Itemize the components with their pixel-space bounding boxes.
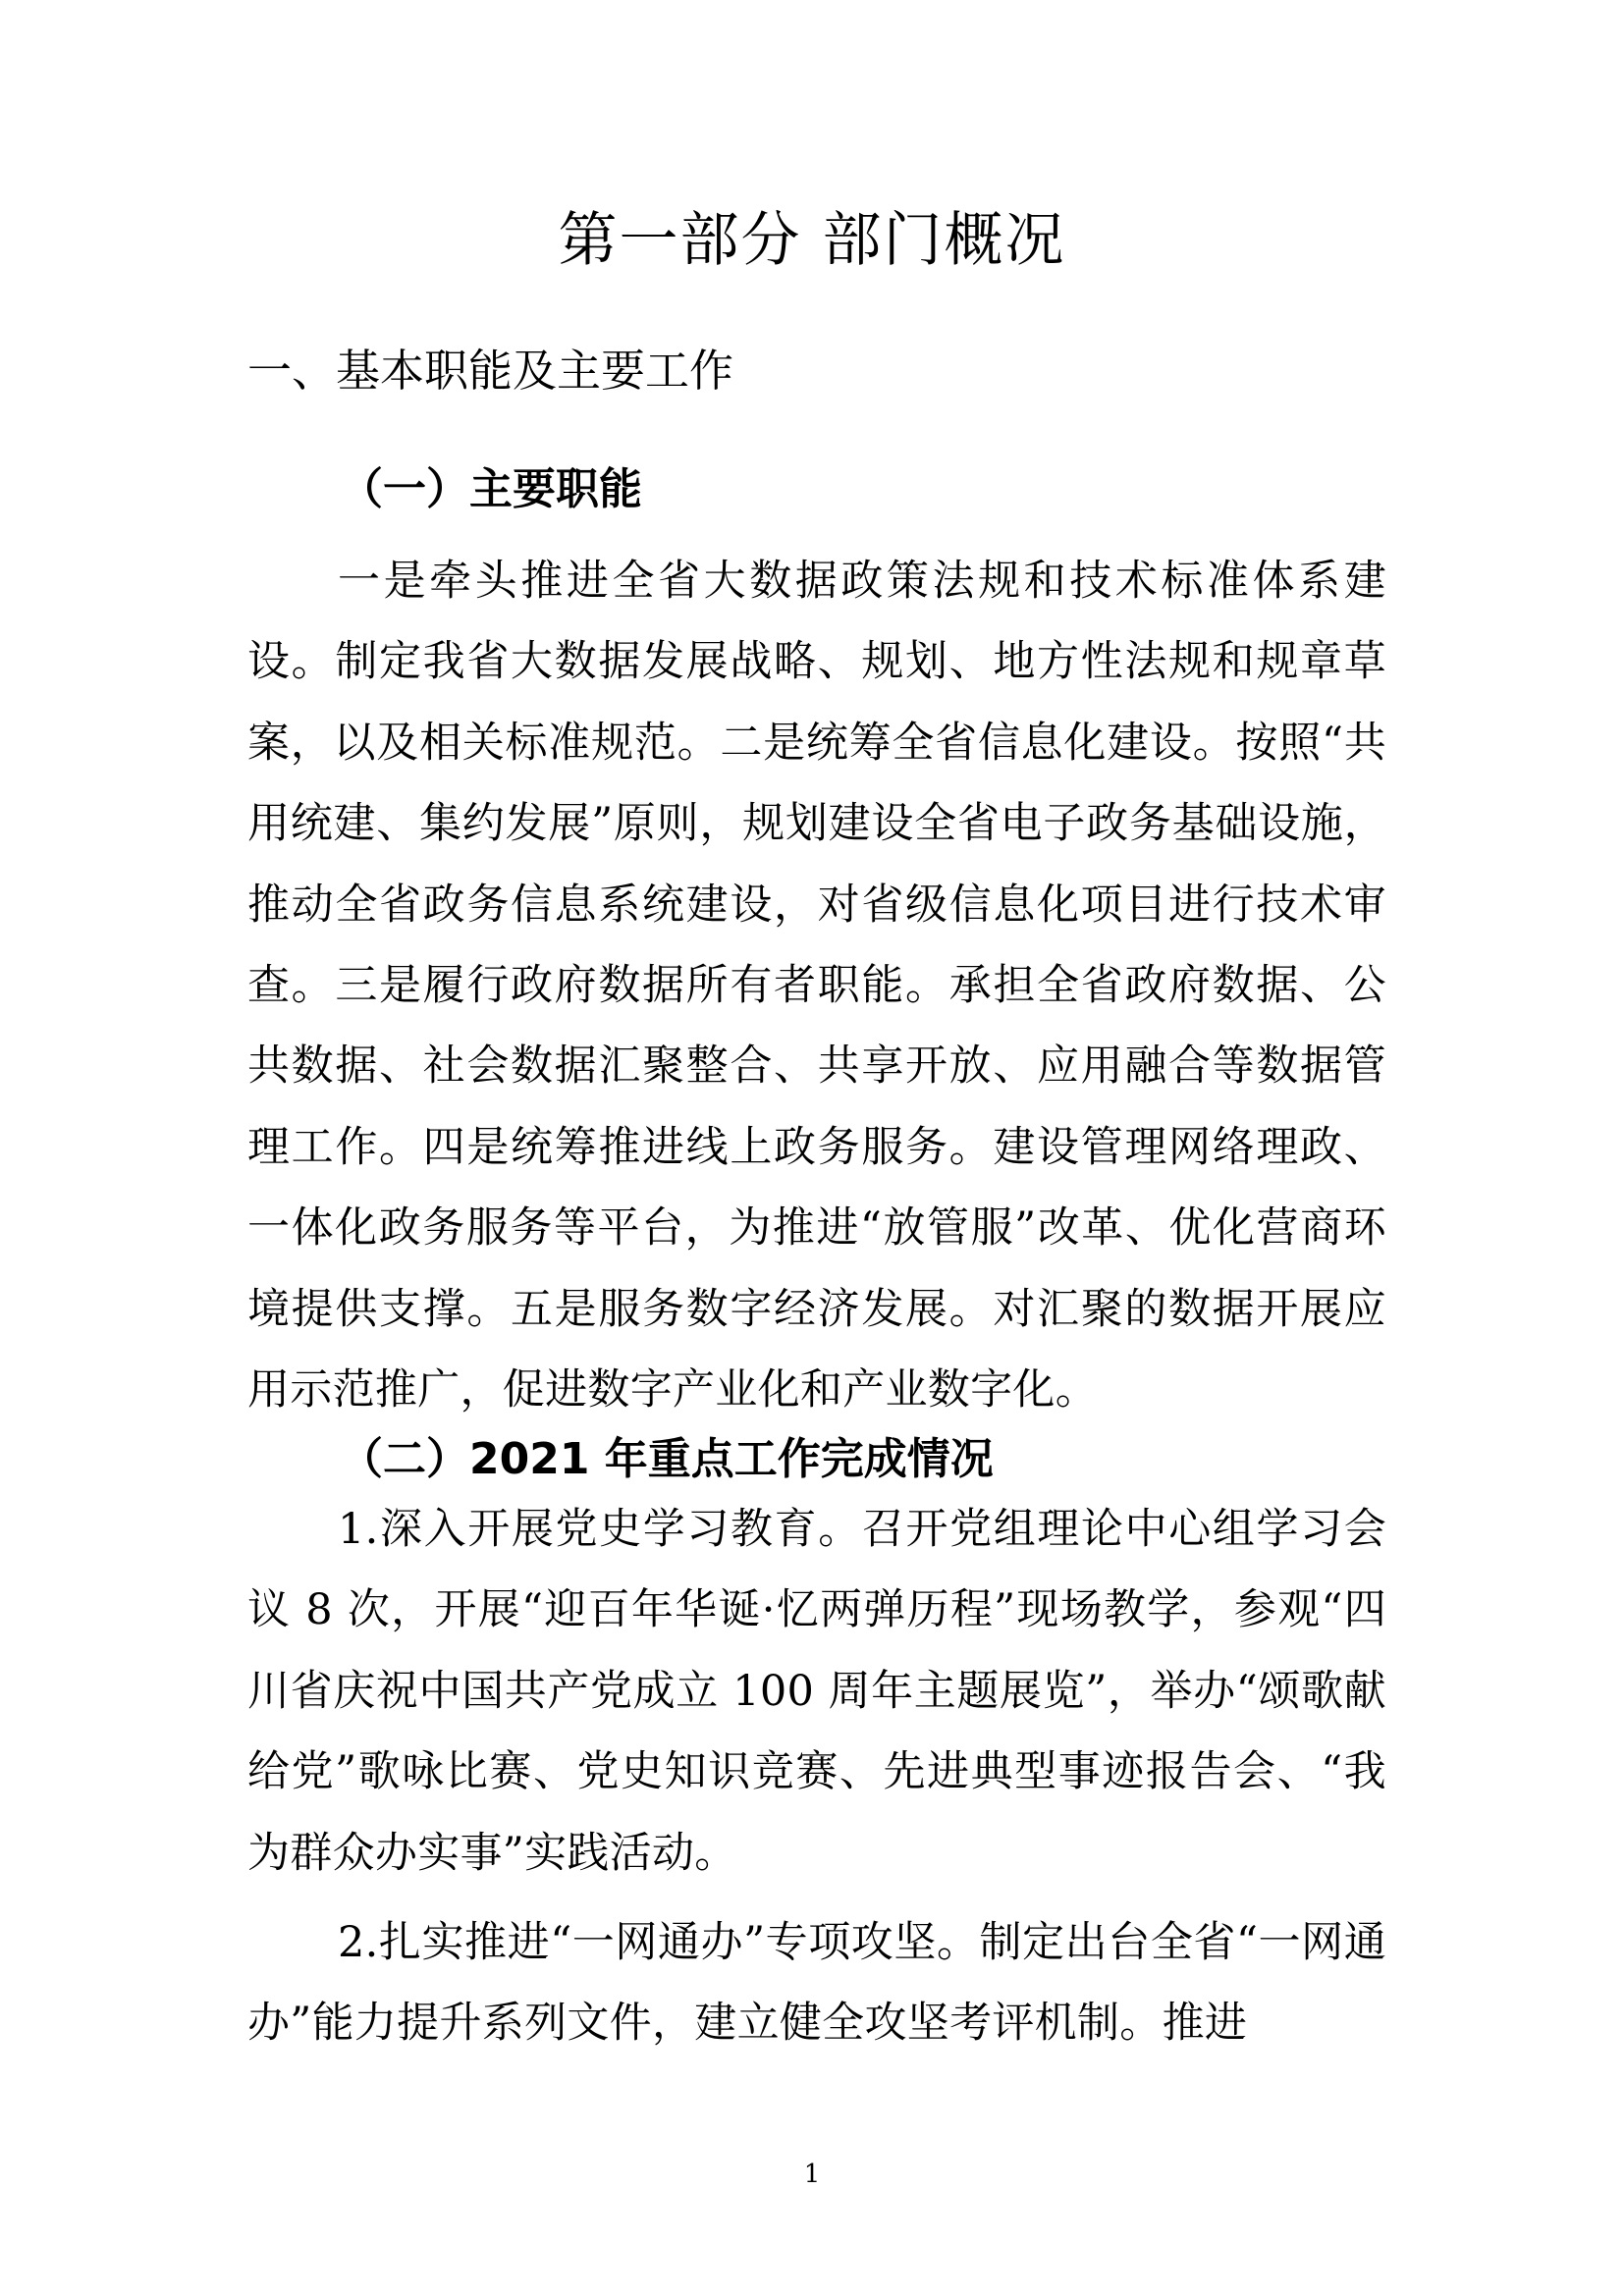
paragraph-party-history-study: 1.深入开展党史学习教育。召开党组理论中心组学习会议 8 次，开展“迎百年华诞·忆两弹历程”现场教学，参观“四川省庆祝中国共产党成立 100 周年主题展览”，举办“颂歌献给党”歌咏比赛、党史知识竞赛、先进典型事迹报告会、“我为群众办实事”实践活动。 [247,1505,1386,1878]
paragraph-main-functions: 一是牵头推进全省大数据政策法规和技术标准体系建设。制定我省大数据发展战略、规划、地方性法规和规章草案，以及相关标准规范。二是统筹全省信息化建设。按照“共用统建、集约发展”原则，规划建设全省电子政务基础设施，推动全省政务信息系统建设，对省级信息化项目进行技术审查。三是履行政府数据所有者职能。承担全省政府数据、公共数据、社会数据汇聚整合、共享开放、应用融合等数据管理工作。四是统筹推进线上政务服务。建设管理网络理政、一体化政务服务等平台，为推进“放管服”改革、优化营商环境提供支撑。五是服务数字经济发展。对汇聚的数据开展应用示范推广，促进数字产业化和产业数字化。 [247,557,1386,1415]
subsection-heading-main-functions: （一）主要职能 [340,464,642,514]
section-heading-basic-functions: 一、基本职能及主要工作 [247,345,734,397]
subsection-heading-2021-work: （二）2021 年重点工作完成情况 [340,1434,994,1484]
paragraph-one-network-service: 2.扎实推进“一网通办”专项攻坚。制定出台全省“一网通办”能力提升系列文件，建立健全攻坚考评机制。推进 [247,1918,1386,2049]
page-title: 第一部分 部门概况 [558,206,1066,275]
page-number: 1 [803,2160,821,2189]
